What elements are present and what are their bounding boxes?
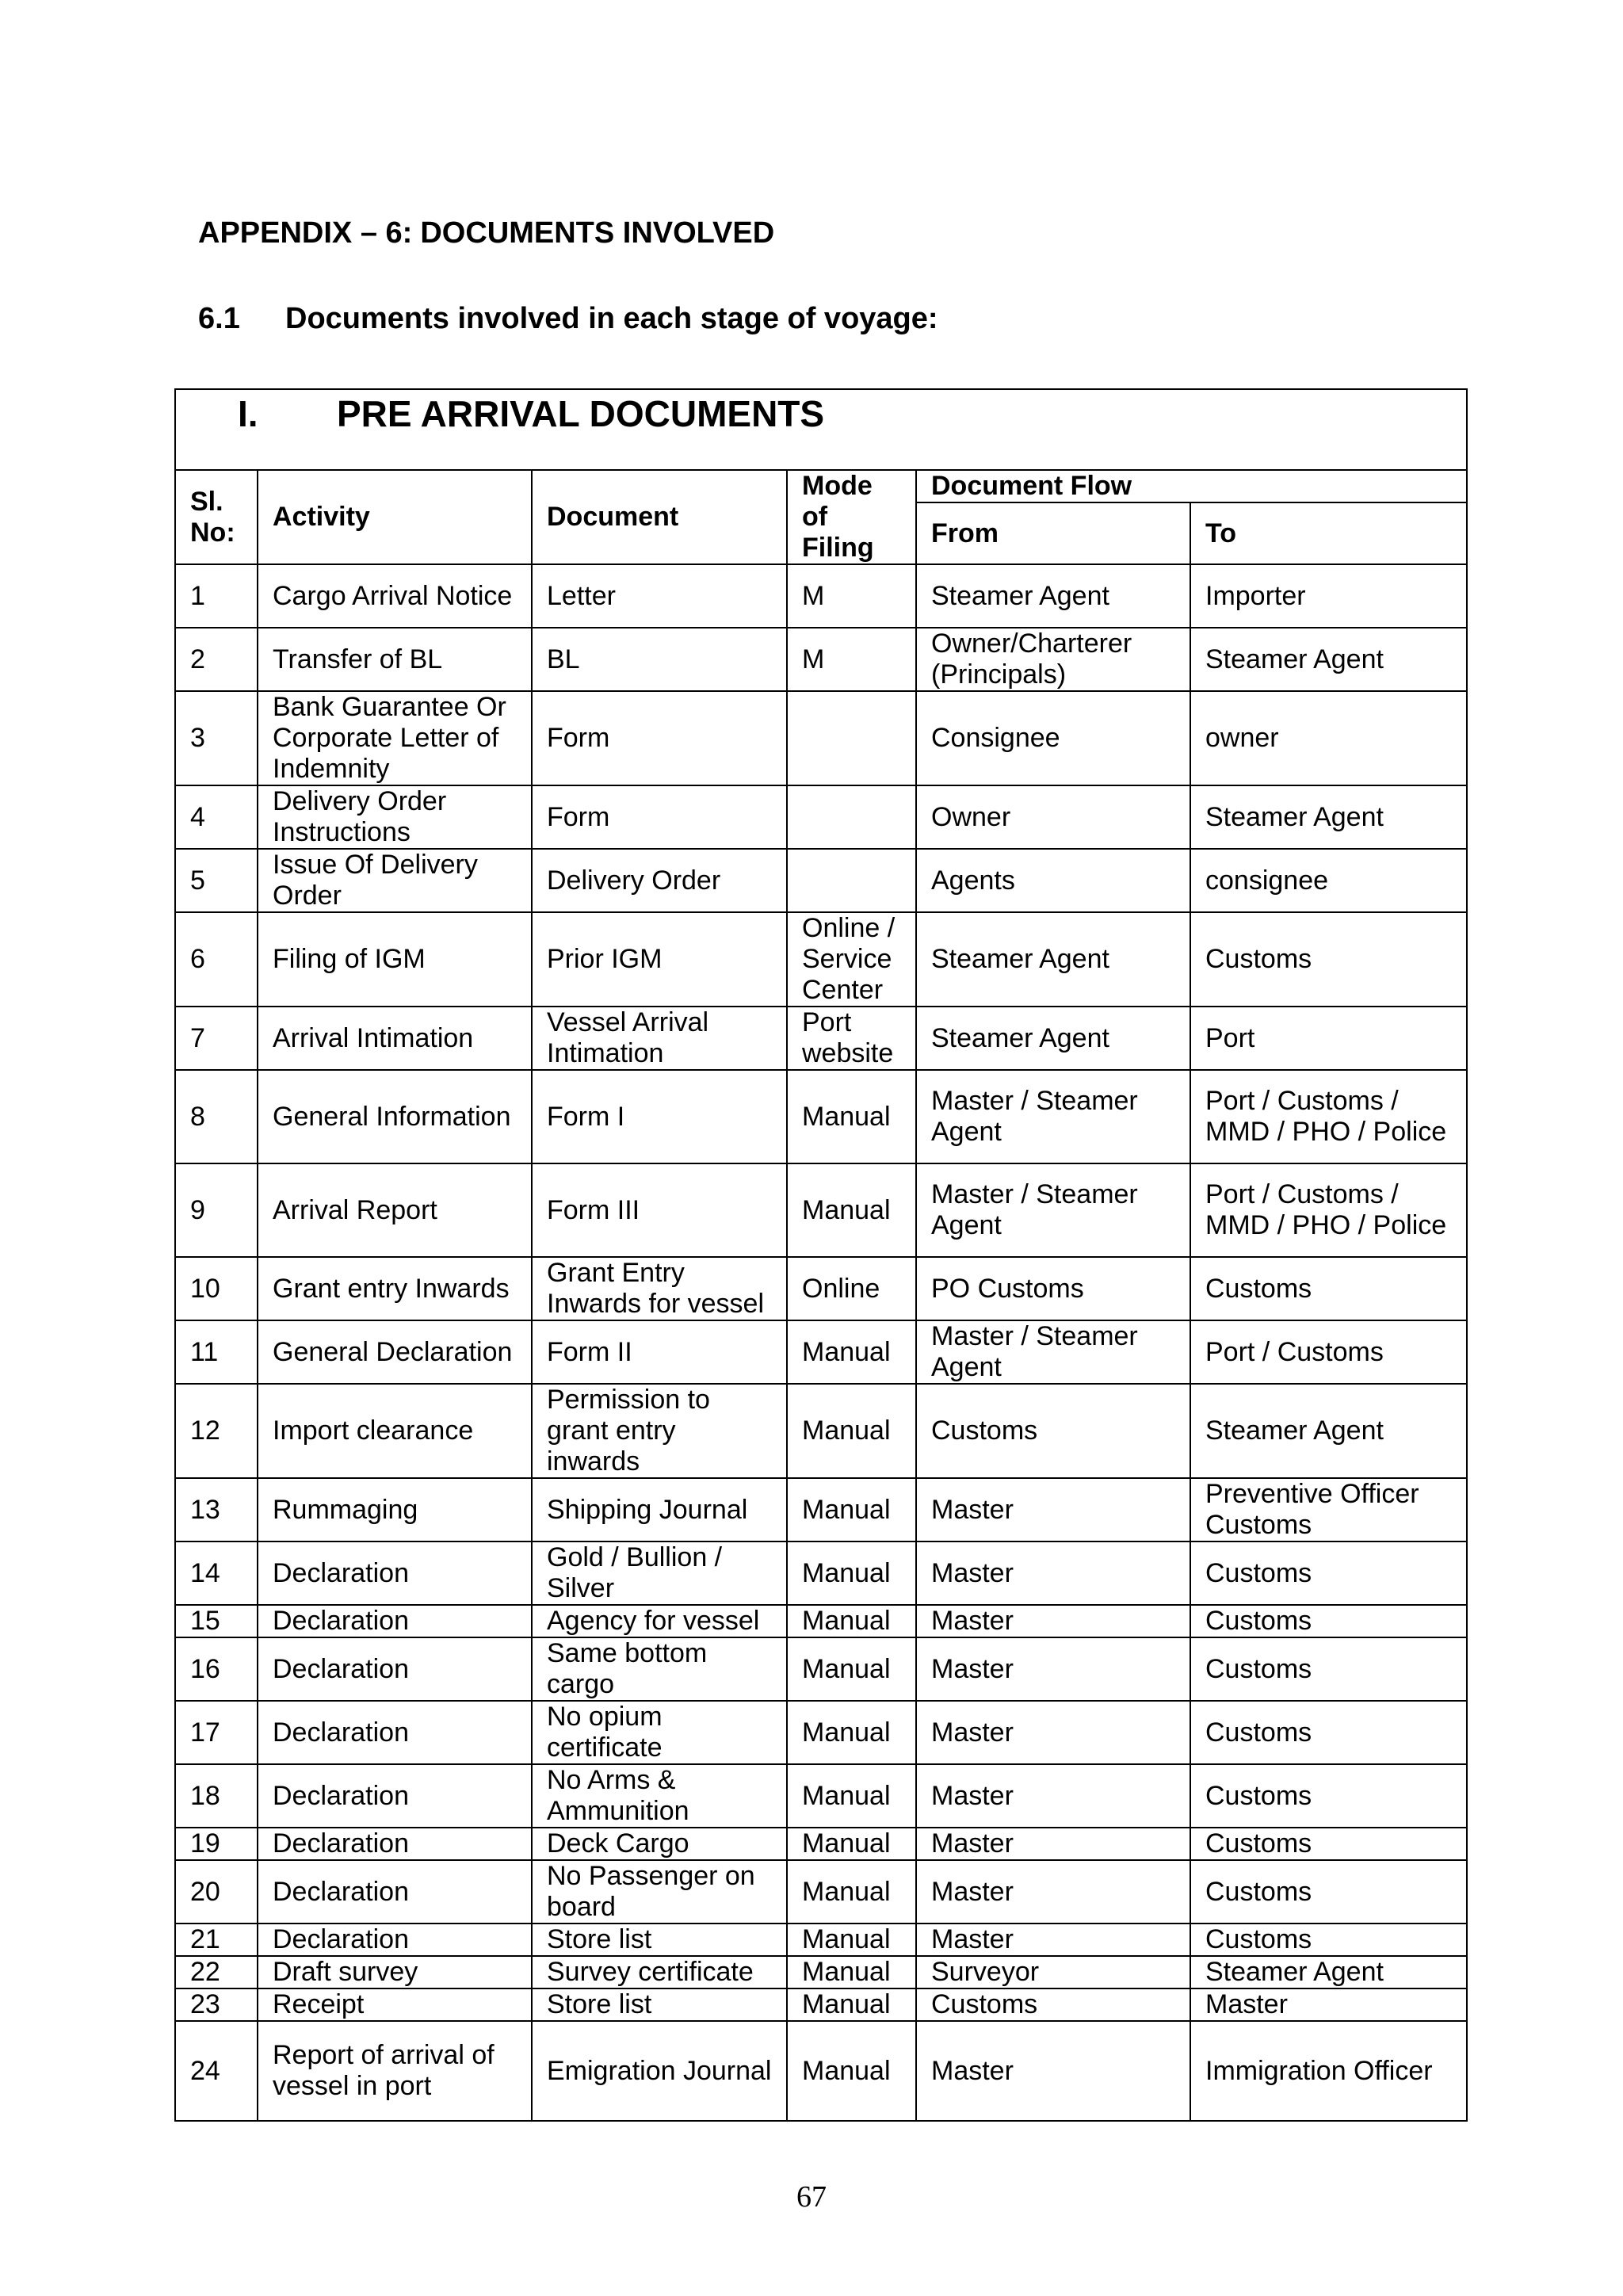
cell-to: Port / Customs bbox=[1190, 1320, 1467, 1384]
cell-from: Master / Steamer Agent bbox=[916, 1320, 1190, 1384]
cell-document: Letter bbox=[532, 564, 787, 628]
cell-from: Master bbox=[916, 1828, 1190, 1860]
cell-to: Steamer Agent bbox=[1190, 628, 1467, 691]
table-row bbox=[175, 1384, 1467, 1478]
cell-to: Customs bbox=[1190, 1828, 1467, 1860]
cell-to: Customs bbox=[1190, 912, 1467, 1007]
table-row bbox=[175, 2021, 1467, 2121]
cell-to: Immigration Officer bbox=[1190, 2021, 1467, 2121]
table-row bbox=[175, 1828, 1467, 1860]
cell-from: Customs bbox=[916, 1384, 1190, 1478]
cell-activity: Report of arrival of vessel in port bbox=[258, 2021, 532, 2121]
section-title-text: PRE ARRIVAL DOCUMENTS bbox=[337, 393, 825, 434]
cell-mode: Manual bbox=[787, 1764, 916, 1828]
table-row bbox=[175, 785, 1467, 849]
cell-activity: Declaration bbox=[258, 1860, 532, 1924]
cell-no: 22 bbox=[175, 1956, 258, 1988]
documents-table bbox=[174, 388, 1468, 2122]
table-body bbox=[175, 564, 1467, 2121]
cell-document: No opium certificate bbox=[532, 1701, 787, 1764]
cell-document: Deck Cargo bbox=[532, 1828, 787, 1860]
cell-mode: Manual bbox=[787, 1828, 916, 1860]
table-row bbox=[175, 849, 1467, 912]
cell-mode bbox=[787, 691, 916, 785]
header-document-flow: Document Flow bbox=[916, 470, 1467, 502]
header-row bbox=[175, 470, 1467, 502]
cell-mode: Manual bbox=[787, 1956, 916, 1988]
table-row bbox=[175, 1956, 1467, 1988]
cell-activity: Import clearance bbox=[258, 1384, 532, 1478]
cell-mode: Manual bbox=[787, 1637, 916, 1701]
section-title: Documents involved in each stage of voyage: bbox=[285, 302, 938, 335]
pre-arrival-title bbox=[238, 390, 824, 437]
cell-activity: Grant entry Inwards bbox=[258, 1257, 532, 1320]
page-number: 67 bbox=[796, 2180, 827, 2214]
cell-from: Master bbox=[916, 1924, 1190, 1956]
table-row bbox=[175, 1257, 1467, 1320]
cell-from: Customs bbox=[916, 1988, 1190, 2021]
cell-to: Steamer Agent bbox=[1190, 1956, 1467, 1988]
cell-document: No Passenger on board bbox=[532, 1860, 787, 1924]
table-row bbox=[175, 564, 1467, 628]
cell-mode: Manual bbox=[787, 1860, 916, 1924]
cell-activity: Declaration bbox=[258, 1828, 532, 1860]
cell-activity: Declaration bbox=[258, 1764, 532, 1828]
cell-document: Emigration Journal bbox=[532, 2021, 787, 2121]
cell-activity: Declaration bbox=[258, 1924, 532, 1956]
cell-mode: Manual bbox=[787, 2021, 916, 2121]
table-row bbox=[175, 1924, 1467, 1956]
cell-no: 8 bbox=[175, 1070, 258, 1163]
cell-document: Form bbox=[532, 785, 787, 849]
cell-no: 5 bbox=[175, 849, 258, 912]
header-mode: Mode of Filing bbox=[787, 470, 916, 564]
cell-activity: Declaration bbox=[258, 1605, 532, 1637]
cell-activity: Filing of IGM bbox=[258, 912, 532, 1007]
cell-activity: Declaration bbox=[258, 1541, 532, 1605]
cell-mode: Manual bbox=[787, 1541, 916, 1605]
cell-to: Customs bbox=[1190, 1637, 1467, 1701]
header-document: Document bbox=[532, 470, 787, 564]
cell-to: owner bbox=[1190, 691, 1467, 785]
cell-from: Owner bbox=[916, 785, 1190, 849]
cell-to: Preventive Officer Customs bbox=[1190, 1478, 1467, 1541]
table-row bbox=[175, 1605, 1467, 1637]
cell-no: 13 bbox=[175, 1478, 258, 1541]
cell-activity: Declaration bbox=[258, 1637, 532, 1701]
cell-activity: Bank Guarantee Or Corporate Letter of Indemnity bbox=[258, 691, 532, 785]
cell-document: Delivery Order bbox=[532, 849, 787, 912]
cell-from: Consignee bbox=[916, 691, 1190, 785]
cell-no: 10 bbox=[175, 1257, 258, 1320]
cell-document: Prior IGM bbox=[532, 912, 787, 1007]
table-row bbox=[175, 1541, 1467, 1605]
cell-document: Form II bbox=[532, 1320, 787, 1384]
table-row bbox=[175, 1478, 1467, 1541]
cell-from: Master bbox=[916, 1541, 1190, 1605]
cell-from: Master / Steamer Agent bbox=[916, 1163, 1190, 1257]
section-number: 6.1 bbox=[198, 302, 240, 335]
cell-activity: General Information bbox=[258, 1070, 532, 1163]
cell-document: Survey certificate bbox=[532, 1956, 787, 1988]
appendix-label: APPENDIX – 6: bbox=[198, 216, 413, 250]
cell-no: 9 bbox=[175, 1163, 258, 1257]
table-row bbox=[175, 912, 1467, 1007]
cell-to: Steamer Agent bbox=[1190, 785, 1467, 849]
appendix-title: DOCUMENTS INVOLVED bbox=[420, 216, 775, 250]
cell-from: Steamer Agent bbox=[916, 564, 1190, 628]
table-row bbox=[175, 691, 1467, 785]
cell-no: 1 bbox=[175, 564, 258, 628]
cell-no: 23 bbox=[175, 1988, 258, 2021]
cell-document: Gold / Bullion / Silver bbox=[532, 1541, 787, 1605]
cell-activity: Declaration bbox=[258, 1701, 532, 1764]
cell-mode: Manual bbox=[787, 1988, 916, 2021]
cell-from: Steamer Agent bbox=[916, 912, 1190, 1007]
appendix-heading bbox=[198, 216, 774, 250]
cell-document: BL bbox=[532, 628, 787, 691]
section-heading bbox=[198, 301, 938, 336]
cell-from: Master bbox=[916, 1478, 1190, 1541]
cell-document: Same bottom cargo bbox=[532, 1637, 787, 1701]
cell-no: 2 bbox=[175, 628, 258, 691]
cell-activity: Arrival Intimation bbox=[258, 1007, 532, 1070]
cell-mode: Manual bbox=[787, 1320, 916, 1384]
cell-mode bbox=[787, 849, 916, 912]
cell-no: 18 bbox=[175, 1764, 258, 1828]
cell-no: 19 bbox=[175, 1828, 258, 1860]
cell-document: Grant Entry Inwards for vessel bbox=[532, 1257, 787, 1320]
cell-to: Customs bbox=[1190, 1701, 1467, 1764]
cell-no: 7 bbox=[175, 1007, 258, 1070]
cell-to: Port / Customs / MMD / PHO / Police bbox=[1190, 1163, 1467, 1257]
cell-activity: General Declaration bbox=[258, 1320, 532, 1384]
cell-to: Customs bbox=[1190, 1605, 1467, 1637]
cell-from: PO Customs bbox=[916, 1257, 1190, 1320]
cell-document: Form III bbox=[532, 1163, 787, 1257]
cell-activity: Rummaging bbox=[258, 1478, 532, 1541]
cell-no: 6 bbox=[175, 912, 258, 1007]
table-row bbox=[175, 1988, 1467, 2021]
cell-no: 24 bbox=[175, 2021, 258, 2121]
cell-from: Master bbox=[916, 1860, 1190, 1924]
cell-from: Surveyor bbox=[916, 1956, 1190, 1988]
cell-no: 20 bbox=[175, 1860, 258, 1924]
cell-to: Importer bbox=[1190, 564, 1467, 628]
section-roman: I. bbox=[238, 393, 258, 434]
cell-no: 14 bbox=[175, 1541, 258, 1605]
cell-activity: Arrival Report bbox=[258, 1163, 532, 1257]
table-row bbox=[175, 1320, 1467, 1384]
table-row bbox=[175, 1163, 1467, 1257]
cell-mode: Online / Service Center bbox=[787, 912, 916, 1007]
cell-document: Vessel Arrival Intimation bbox=[532, 1007, 787, 1070]
cell-to: Customs bbox=[1190, 1541, 1467, 1605]
header-activity: Activity bbox=[258, 470, 532, 564]
table-row bbox=[175, 1764, 1467, 1828]
cell-activity: Transfer of BL bbox=[258, 628, 532, 691]
cell-to: Customs bbox=[1190, 1764, 1467, 1828]
cell-from: Master bbox=[916, 1701, 1190, 1764]
cell-mode: Manual bbox=[787, 1070, 916, 1163]
table-row bbox=[175, 628, 1467, 691]
cell-no: 4 bbox=[175, 785, 258, 849]
section-title-cell bbox=[175, 389, 1467, 470]
cell-to: Customs bbox=[1190, 1924, 1467, 1956]
cell-document: Form bbox=[532, 691, 787, 785]
table-row bbox=[175, 1860, 1467, 1924]
cell-document: Shipping Journal bbox=[532, 1478, 787, 1541]
cell-mode bbox=[787, 785, 916, 849]
cell-mode: Manual bbox=[787, 1163, 916, 1257]
cell-no: 12 bbox=[175, 1384, 258, 1478]
section-title-row bbox=[175, 389, 1467, 470]
cell-mode: M bbox=[787, 564, 916, 628]
table-row bbox=[175, 1637, 1467, 1701]
cell-from: Master bbox=[916, 1605, 1190, 1637]
cell-mode: Manual bbox=[787, 1605, 916, 1637]
cell-from: Master bbox=[916, 1637, 1190, 1701]
cell-activity: Receipt bbox=[258, 1988, 532, 2021]
cell-from: Agents bbox=[916, 849, 1190, 912]
cell-mode: Online bbox=[787, 1257, 916, 1320]
cell-to: consignee bbox=[1190, 849, 1467, 912]
cell-no: 17 bbox=[175, 1701, 258, 1764]
header-to: To bbox=[1190, 502, 1467, 564]
cell-to: Customs bbox=[1190, 1257, 1467, 1320]
cell-document: Agency for vessel bbox=[532, 1605, 787, 1637]
cell-from: Master bbox=[916, 1764, 1190, 1828]
cell-document: Permission to grant entry inwards bbox=[532, 1384, 787, 1478]
table-row bbox=[175, 1701, 1467, 1764]
cell-no: 11 bbox=[175, 1320, 258, 1384]
cell-to: Master bbox=[1190, 1988, 1467, 2021]
cell-activity: Delivery Order Instructions bbox=[258, 785, 532, 849]
cell-to: Customs bbox=[1190, 1860, 1467, 1924]
cell-document: Form I bbox=[532, 1070, 787, 1163]
cell-document: Store list bbox=[532, 1924, 787, 1956]
header-from: From bbox=[916, 502, 1190, 564]
table-row bbox=[175, 1007, 1467, 1070]
cell-mode: Manual bbox=[787, 1384, 916, 1478]
cell-activity: Cargo Arrival Notice bbox=[258, 564, 532, 628]
cell-from: Owner/Charterer (Principals) bbox=[916, 628, 1190, 691]
cell-mode: Manual bbox=[787, 1701, 916, 1764]
cell-from: Steamer Agent bbox=[916, 1007, 1190, 1070]
cell-to: Port / Customs / MMD / PHO / Police bbox=[1190, 1070, 1467, 1163]
cell-mode: M bbox=[787, 628, 916, 691]
cell-document: Store list bbox=[532, 1988, 787, 2021]
cell-mode: Manual bbox=[787, 1478, 916, 1541]
cell-no: 3 bbox=[175, 691, 258, 785]
cell-from: Master / Steamer Agent bbox=[916, 1070, 1190, 1163]
cell-mode: Manual bbox=[787, 1924, 916, 1956]
cell-document: No Arms & Ammunition bbox=[532, 1764, 787, 1828]
cell-no: 21 bbox=[175, 1924, 258, 1956]
cell-activity: Draft survey bbox=[258, 1956, 532, 1988]
table-row bbox=[175, 1070, 1467, 1163]
cell-from: Master bbox=[916, 2021, 1190, 2121]
cell-to: Steamer Agent bbox=[1190, 1384, 1467, 1478]
header-sl-no: Sl. No: bbox=[175, 470, 258, 564]
cell-no: 16 bbox=[175, 1637, 258, 1701]
cell-activity: Issue Of Delivery Order bbox=[258, 849, 532, 912]
cell-to: Port bbox=[1190, 1007, 1467, 1070]
cell-mode: Port website bbox=[787, 1007, 916, 1070]
cell-no: 15 bbox=[175, 1605, 258, 1637]
